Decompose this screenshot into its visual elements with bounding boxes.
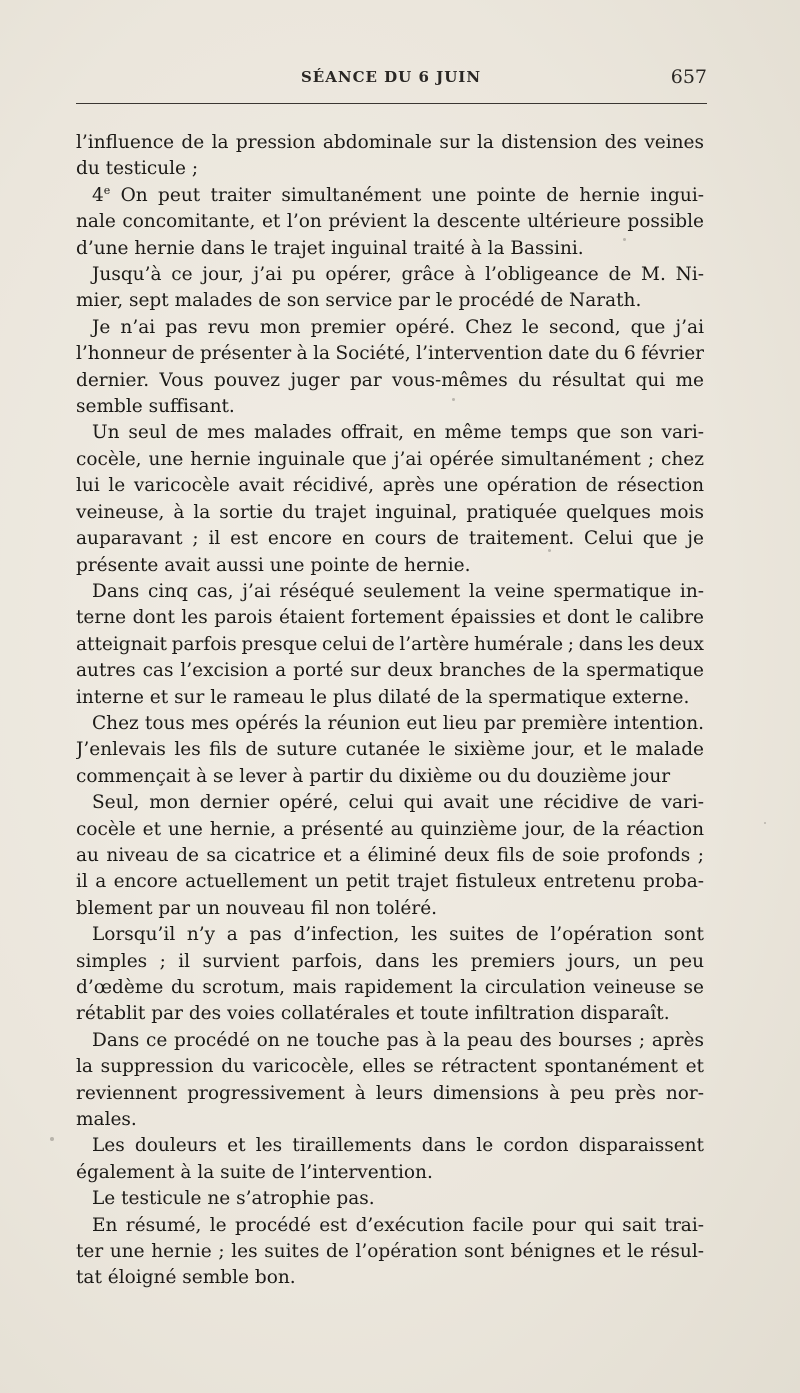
text-line: mier, sept malades de son service par le procédé de Narath. (76, 290, 642, 312)
page-header (75, 62, 707, 98)
text-line: males. (76, 1109, 137, 1131)
text-line: autres cas l’excision a porté sur deux branches de la spermatique (76, 660, 704, 682)
header-rule (76, 103, 707, 104)
text-line: Le testicule ne s’atrophie pas. (92, 1188, 375, 1210)
text-line: l’honneur de présenter à la Société, l’intervention date du 6 février (76, 343, 704, 365)
item-ordinal-suffix: e (103, 183, 111, 197)
text-line: blement par un nouveau fil non toléré. (76, 897, 438, 919)
text-line: rétablit par des voies collatérales et toute infiltration disparaît. (76, 1003, 670, 1025)
text-line: semble suffisant. (76, 396, 235, 418)
text-line: nale concomitante, et l’on prévient la descente ultérieure possible (76, 211, 704, 233)
text-line: lui le varicocèle avait récidivé, après une opération de résection (76, 475, 704, 497)
text-line: terne dont les parois étaient fortement épaissies et dont le calibre (76, 607, 704, 629)
text-line: d’œdème du scrotum, mais rapidement la circulation veineuse se (76, 977, 704, 998)
item-number: 4 (92, 184, 104, 206)
body-text (76, 130, 704, 1292)
paper-speck (764, 822, 766, 824)
paper-speck (548, 549, 551, 552)
text-line: au niveau de sa cicatrice et a éliminé deux fils de soie profonds ; (76, 844, 704, 866)
text-line: atteignait parfois presque celui de l’artère humérale ; dans les deux (76, 633, 704, 655)
paper-speck (623, 238, 626, 241)
text-line: Lorsqu’il n’y a pas d’infection, les suites de l’opération sont (92, 924, 704, 946)
text-line: reviennent progressivement à leurs dimensions à peu près nor- (76, 1082, 704, 1104)
text-line: veineuse, à la sortie du trajet inguinal, pratiquée quelques mois (76, 501, 704, 523)
paper-speck (50, 1137, 54, 1141)
text-line: Chez tous mes opérés la réunion eut lieu par première intention. (92, 712, 704, 734)
text-line: Dans cinq cas, j’ai réséqué seulement la veine spermatique in- (92, 580, 704, 602)
running-head: SÉANCE DU 6 JUIN (300, 68, 482, 86)
text-line: la suppression du varicocèle, elles se rétractent spontanément et (76, 1056, 704, 1078)
text-line (76, 183, 704, 209)
text-line: il a encore actuellement un petit trajet fistuleux entretenu proba- (76, 871, 704, 893)
text-line: également à la suite de l’intervention. (76, 1161, 433, 1183)
text-line: Seul, mon dernier opéré, celui qui avait une récidive de vari- (92, 792, 704, 814)
text-line: J’enlevais les fils de suture cutanée le sixième jour, et le malade (76, 739, 704, 761)
paper-speck (452, 398, 455, 401)
text-line: Jusqu’à ce jour, j’ai pu opérer, grâce à l’obligeance de M. Ni- (92, 264, 704, 286)
text-line: En résumé, le procédé est d’exécution facile pour qui sait trai- (92, 1214, 704, 1236)
text-line: ter une hernie ; les suites de l’opération sont bénignes et le résul- (76, 1241, 704, 1263)
text-line: auparavant ; il est encore en cours de traitement. Celui que je (76, 528, 704, 550)
text-line: tat éloigné semble bon. (76, 1267, 296, 1289)
text-line: dernier. Vous pouvez juger par vous-mêmes du résultat qui me (76, 369, 704, 391)
text-line-content: On peut traiter simultanément une pointe de hernie ingui- (120, 184, 704, 206)
text-line: Les douleurs et les tiraillements dans le cordon disparaissent (92, 1135, 704, 1157)
text-line: simples ; il survient parfois, dans les premiers jours, un peu (76, 950, 704, 972)
text-line: l’influence de la pression abdominale sur la distension des veines (76, 132, 704, 153)
text-line: cocèle, une hernie inguinale que j’ai opérée simultanément ; chez (76, 448, 704, 470)
text-line: cocèle et une hernie, a présenté au quinzième jour, de la réaction (76, 818, 704, 840)
text-line: Un seul de mes malades offrait, en même temps que son vari- (92, 422, 704, 444)
page-number: 657 (670, 66, 707, 88)
text-line: commençait à se lever à partir du dixième ou du douzième jour (76, 765, 671, 787)
text-line: présente avait aussi une pointe de hernie. (76, 554, 471, 576)
text-line: du testicule ; (76, 158, 199, 180)
text-line: Je n’ai pas revu mon premier opéré. Chez le second, que j’ai (92, 316, 704, 338)
text-line: d’une hernie dans le trajet inguinal traité à la Bassini. (76, 237, 584, 259)
text-line: Dans ce procédé on ne touche pas à la peau des bourses ; après (92, 1029, 704, 1051)
text-line: interne et sur le rameau le plus dilaté de la spermatique externe. (76, 686, 690, 708)
